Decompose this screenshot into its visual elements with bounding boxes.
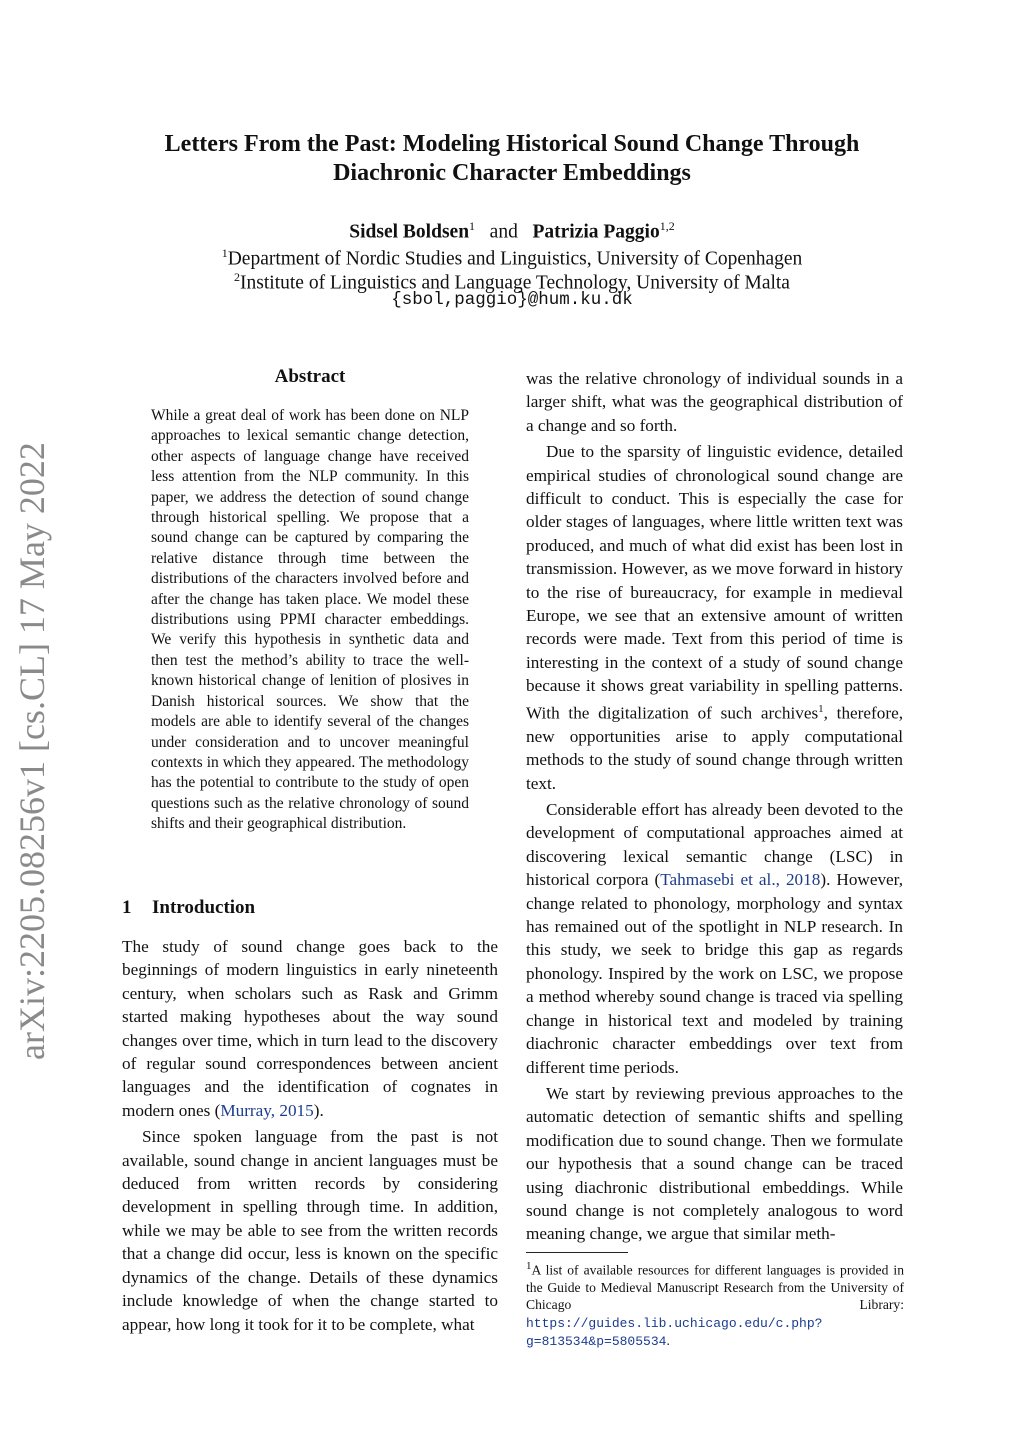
- abstract-text: While a great deal of work has been done on NLP approaches to lexical semantic change detection, other aspects of language change have received less attention from the NLP community. In this paper, we address the detection of sound change through historical spelling. We propose that a sound change can be captured by comparing the relative distance through time between the distributions of the characters involved before and after the change has taken place. We model these distributions using PPMI character embeddings. We verify this hypothesis in synthetic data and then test the method’s ability to trace the well-known historical change of lenition of plosives in Danish historical sources. We show that the models are able to identify several of the changes under consideration and to uncover meaningful contexts in which they appeared. The methodology has the potential to contribute to the study of open questions such as the relative chronology of sound shifts and their geographical distribution.: [151, 407, 469, 833]
- intro-paragraph-1: [122, 935, 498, 1122]
- intro-p4-end: ). However, change related to phonology, morphology and syntax has remained out of the spotlight in NLP research. In this study, we seek to bridge this gap as regards phonology. Inspired by the work on LSC, we propose a method whereby sound change is traced via spelling change in historical text and modeled by training diachronic character embeddings over text from different time periods.: [526, 870, 904, 1077]
- intro-paragraph-4: [526, 798, 903, 1079]
- footnote-url-link[interactable]: https://guides.lib.uchicago.edu/c.php?g=813534&p=5805534: [526, 1315, 823, 1350]
- author-2-affil: 1,2: [659, 219, 675, 233]
- intro-paragraph-3: [526, 440, 903, 795]
- citation-tahmasebi[interactable]: Tahmasebi et al., 2018: [660, 870, 821, 890]
- intro-p1-text: The study of sound change goes back to the beginnings of modern linguistics in early nineteenth century, when scholars such as Rask and Grimm started making hypotheses about the way sound changes over time, which in turn lead to the discovery of regular sound correspondences between ancient languages and the identification of cognates in modern ones (: [122, 937, 498, 1120]
- footnote-1-end: .: [666, 1333, 670, 1349]
- left-column-text: [122, 935, 498, 1339]
- affiliation-1-mark: 1: [221, 246, 228, 260]
- title-line-1: Letters From the Past: Modeling Historical Sound Change Through: [164, 131, 860, 157]
- author-1: Sidsel Boldsen: [349, 221, 470, 243]
- footnote-1-mark: 1: [526, 1260, 532, 1272]
- affiliation-2-mark: 2: [234, 270, 241, 284]
- author-line: [0, 214, 1024, 245]
- intro-p3-text: Due to the sparsity of linguistic evidence, detailed empirical studies of chronological sound change are difficult to conduct. This is especially the case for older stages of languages, where little written text was produced, and much of what did exist has been lost in transmission. However, as we move forward in history to the rise of bureaucracy, for example in medieval Europe, we see that an extensive amount of written records were made. Text from this period of time is interesting in the context of a study of sound change because it shows great variability in spelling patterns. With the digitalization of such archives: [526, 442, 903, 723]
- footnote-1: [526, 1258, 904, 1351]
- paper-title: [0, 130, 1024, 188]
- abstract-heading: Abstract: [274, 366, 346, 387]
- intro-paragraph-2-continued: was the relative chronology of individual sounds in a larger shift, what was the geographical distribution of a change and so forth.: [526, 369, 903, 435]
- section-title: Introduction: [152, 897, 256, 918]
- section-number: 1: [122, 897, 132, 918]
- intro-p4-text: Considerable effort has already been devoted to the development of computational approaches aimed at discovering lexical semantic change (LSC) in historical corpora (: [526, 800, 903, 890]
- author-and: and: [489, 221, 518, 243]
- citation-murray[interactable]: Murray, 2015: [220, 1100, 314, 1120]
- footnote-1-text: A list of available resources for different languages is provided in the Guide to Medieval Manuscript Research from the University of Chicago Library:: [526, 1262, 904, 1313]
- intro-p3-end: , therefore, new opportunities arise to apply computational methods to the study of sound change through written text.: [526, 703, 903, 793]
- footnote-divider: [526, 1252, 628, 1253]
- author-2: Patrizia Paggio: [532, 221, 660, 243]
- author-1-affil: 1: [469, 219, 476, 233]
- intro-p1-end: ).: [313, 1100, 324, 1120]
- affiliation-1-text: Department of Nordic Studies and Linguistics, University of Copenhagen: [227, 248, 803, 270]
- abstract-body: [151, 406, 469, 835]
- title-line-2: Diachronic Character Embeddings: [333, 160, 691, 186]
- author-email: {sbol,paggio}@hum.ku.dk: [391, 290, 633, 310]
- arxiv-identifier[interactable]: arXiv:2205.08256v1 [cs.CL] 17 May 2022: [12, 442, 52, 1060]
- right-column-text: [526, 367, 903, 1249]
- affiliation-2-text: Institute of Linguistics and Language Technology, University of Malta: [240, 272, 790, 294]
- footnote-mark[interactable]: 1: [818, 702, 824, 715]
- intro-paragraph-5: We start by reviewing previous approaches to the automatic detection of semantic shifts and spelling modification due to sound change. Then we formulate our hypothesis that a sound change can be traced using diachronic distributional embeddings. While sound change is not completely analogous to word meaning change, we argue that similar meth-: [526, 1083, 903, 1244]
- intro-paragraph-2: Since spoken language from the past is not available, sound change in ancient languages must be deduced from written records by considering development in spelling through time. In addition, while we may be able to see from the written records that a change did occur, less is known on the specific dynamics of the change. Details of these dynamics include knowledge of when the change started to appear, how long it took for it to be complete, what: [122, 1127, 498, 1334]
- section-heading-introduction: [122, 897, 255, 919]
